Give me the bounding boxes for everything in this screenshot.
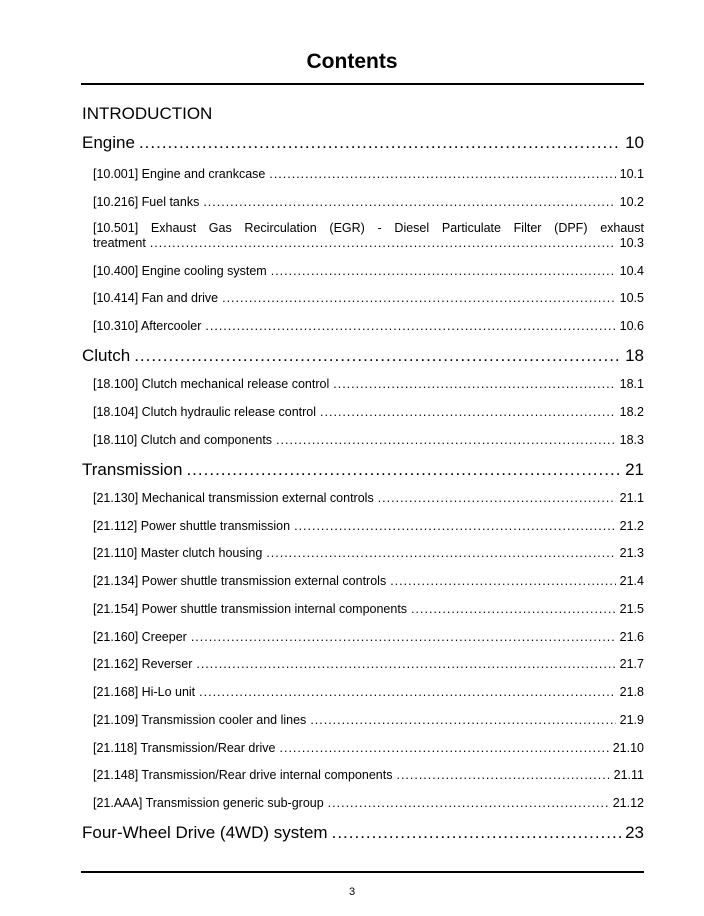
toc-item[interactable] bbox=[93, 403, 644, 419]
item-page: 21.5 bbox=[619, 602, 644, 616]
item-label-line1: [10.501] Exhaust Gas Recirculation (EGR) - Diesel Particulate Filter (DPF) exhaust bbox=[93, 221, 644, 235]
toc-item[interactable] bbox=[93, 794, 644, 810]
item-page: 10.1 bbox=[619, 167, 644, 181]
item-page: 21.2 bbox=[619, 519, 644, 533]
item-page: 10.2 bbox=[619, 195, 644, 209]
item-label: [21.162] Reverser bbox=[93, 657, 193, 671]
toc-item[interactable] bbox=[93, 221, 644, 251]
toc-section-transmission[interactable] bbox=[82, 458, 644, 480]
footer-divider bbox=[81, 871, 644, 873]
dot-leader bbox=[320, 405, 616, 419]
dot-leader bbox=[271, 264, 616, 278]
dot-leader bbox=[276, 433, 616, 447]
dot-leader bbox=[328, 796, 609, 810]
item-label: [21.AAA] Transmission generic sub-group bbox=[93, 796, 324, 810]
toc-item[interactable] bbox=[93, 489, 644, 505]
dot-leader bbox=[191, 630, 616, 644]
dot-leader bbox=[411, 602, 616, 616]
toc-item[interactable] bbox=[93, 193, 644, 209]
item-label: [21.118] Transmission/Rear drive bbox=[93, 741, 276, 755]
dot-leader bbox=[205, 319, 615, 333]
page-number: 3 bbox=[348, 886, 356, 898]
section-label: Four-Wheel Drive (4WD) system bbox=[82, 823, 328, 842]
item-label: [18.110] Clutch and components bbox=[93, 433, 273, 447]
item-page: 18.3 bbox=[619, 433, 644, 447]
item-label: [21.134] Power shuttle transmission external controls bbox=[93, 574, 387, 588]
item-label: [18.100] Clutch mechanical release control bbox=[93, 377, 330, 391]
toc-item[interactable] bbox=[93, 165, 644, 181]
dot-leader bbox=[203, 195, 615, 209]
item-label: [21.112] Power shuttle transmission bbox=[93, 519, 291, 533]
toc-section-4wd[interactable] bbox=[82, 821, 644, 843]
toc-item[interactable] bbox=[93, 517, 644, 533]
dot-leader bbox=[269, 167, 615, 181]
dot-leader bbox=[378, 491, 616, 505]
item-page: 21.6 bbox=[619, 630, 644, 644]
dot-leader bbox=[196, 657, 615, 671]
dot-leader bbox=[390, 574, 615, 588]
item-label: [10.310] Aftercooler bbox=[93, 319, 202, 333]
dot-leader bbox=[150, 236, 616, 251]
toc-item[interactable] bbox=[93, 711, 644, 727]
item-page: 10.6 bbox=[619, 319, 644, 333]
item-label: [21.110] Master clutch housing bbox=[93, 546, 263, 560]
section-page: 21 bbox=[625, 460, 644, 479]
item-label: [10.400] Engine cooling system bbox=[93, 264, 267, 278]
toc-item[interactable] bbox=[93, 655, 644, 671]
toc-section-engine[interactable] bbox=[82, 131, 644, 153]
item-label: [21.160] Creeper bbox=[93, 630, 187, 644]
item-page: 21.3 bbox=[619, 546, 644, 560]
section-label: Clutch bbox=[82, 346, 131, 365]
item-label: [10.216] Fuel tanks bbox=[93, 195, 200, 209]
item-page: 21.1 bbox=[619, 491, 644, 505]
item-label-line2: treatment bbox=[93, 236, 146, 250]
dot-leader bbox=[280, 741, 609, 755]
item-label: [10.414] Fan and drive bbox=[93, 291, 219, 305]
item-label: [21.130] Mechanical transmission external controls bbox=[93, 491, 374, 505]
item-page: 21.4 bbox=[619, 574, 644, 588]
dot-leader bbox=[139, 133, 621, 153]
section-label: Transmission bbox=[82, 460, 183, 479]
item-page: 21.8 bbox=[619, 685, 644, 699]
toc-item[interactable] bbox=[93, 375, 644, 391]
item-label: [21.148] Transmission/Rear drive internal components bbox=[93, 768, 393, 782]
item-page: 10.4 bbox=[619, 264, 644, 278]
item-label: [21.109] Transmission cooler and lines bbox=[93, 713, 307, 727]
item-label: [10.001] Engine and crankcase bbox=[93, 167, 266, 181]
dot-leader bbox=[266, 546, 615, 560]
dot-leader bbox=[310, 713, 615, 727]
toc-section-clutch[interactable] bbox=[82, 344, 644, 366]
item-page: 10.3 bbox=[619, 236, 644, 250]
item-page: 21.12 bbox=[612, 796, 644, 810]
toc-item[interactable] bbox=[93, 766, 644, 782]
item-label: [18.104] Clutch hydraulic release control bbox=[93, 405, 317, 419]
section-page: 18 bbox=[625, 346, 644, 365]
toc-item[interactable] bbox=[93, 289, 644, 305]
item-page: 18.1 bbox=[619, 377, 644, 391]
item-label: [21.168] Hi-Lo unit bbox=[93, 685, 196, 699]
toc-item[interactable] bbox=[93, 628, 644, 644]
toc-item[interactable] bbox=[93, 262, 644, 278]
item-page: 21.9 bbox=[619, 713, 644, 727]
dot-leader bbox=[396, 768, 609, 782]
toc-item[interactable] bbox=[93, 572, 644, 588]
item-page: 21.10 bbox=[612, 741, 644, 755]
dot-leader bbox=[294, 519, 616, 533]
toc-item[interactable] bbox=[93, 683, 644, 699]
dot-leader bbox=[186, 460, 621, 480]
item-label: [21.154] Power shuttle transmission internal components bbox=[93, 602, 408, 616]
dot-leader bbox=[199, 685, 616, 699]
section-label: Engine bbox=[82, 133, 135, 152]
dot-leader bbox=[222, 291, 616, 305]
toc-item[interactable] bbox=[93, 431, 644, 447]
dot-leader bbox=[333, 377, 615, 391]
toc-item[interactable] bbox=[93, 600, 644, 616]
toc-item[interactable] bbox=[93, 317, 644, 333]
dot-leader bbox=[134, 346, 621, 366]
item-page: 18.2 bbox=[619, 405, 644, 419]
dot-leader bbox=[332, 823, 621, 843]
page-title: Contents bbox=[306, 50, 398, 73]
section-page: 23 bbox=[625, 823, 644, 842]
item-page: 21.11 bbox=[613, 768, 644, 782]
introduction-heading: INTRODUCTION bbox=[82, 104, 213, 123]
section-page: 10 bbox=[625, 133, 644, 152]
item-page: 21.7 bbox=[619, 657, 644, 671]
toc-item[interactable] bbox=[93, 544, 644, 560]
item-page: 10.5 bbox=[619, 291, 644, 305]
title-divider bbox=[81, 83, 644, 85]
toc-item[interactable] bbox=[93, 739, 644, 755]
